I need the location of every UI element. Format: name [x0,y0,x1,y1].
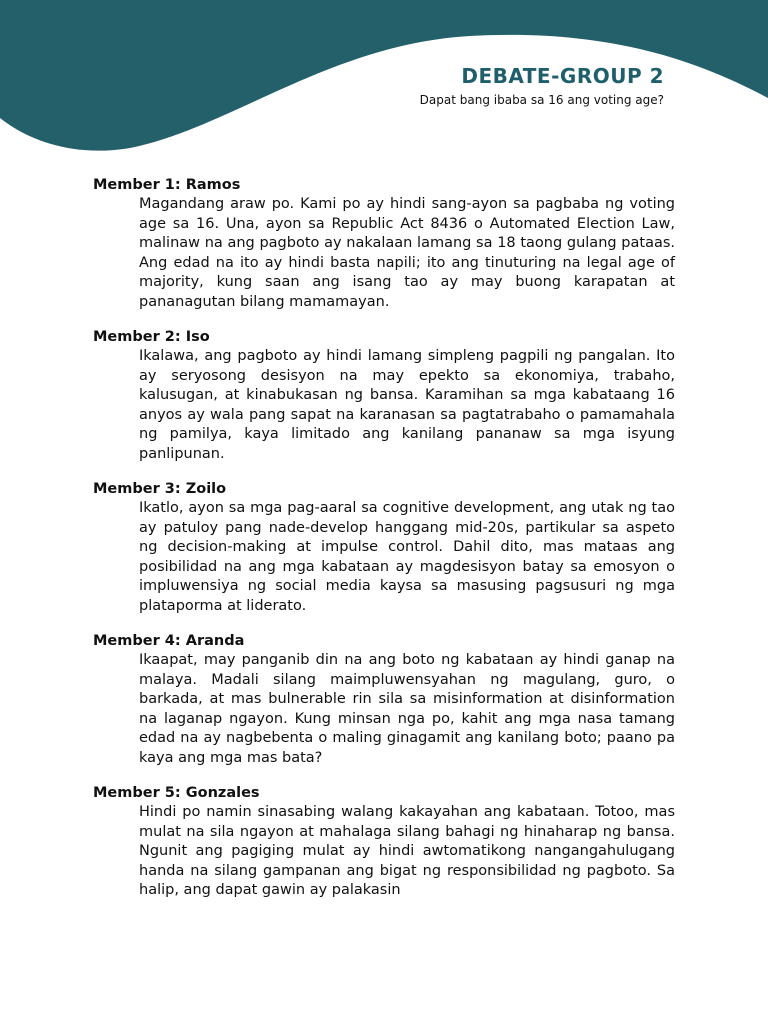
member-statement: Ikalawa, ang pagboto ay hindi lamang simpleng pagpili ng pangalan. Ito ay seryosong desisyon na may epekto sa ekonomiya, trabaho, kalusugan, at kinabukasan ng bansa. Karamihan sa mga kabataang 16 anyos ay wala pang sapat na karanasan sa pagtatrabaho o pamamahala ng pamilya, kaya limitado ang kanilang pananaw sa mga isyung panlipunan. [139,348,675,462]
member-section-1 [93,176,675,312]
member-statement: Magandang araw po. Kami po ay hindi sang-ayon sa pagbaba ng voting age sa 16. Una, ayon sa Republic Act 8436 o Automated Election Law, malinaw na ang pagboto ay nakalaan lamang sa 18 taong gulang pataas. Ang edad na ito ay hindi basta napili; ito ang tinuturing na legal age of majority, kung saan ang isang tao ay may buong karapatan at pananagutan bilang mamamayan. [139,196,675,310]
document-title: DEBATE-GROUP 2 [461,64,664,88]
member-section-3 [93,480,675,616]
member-statement: Hindi po namin sinasabing walang kakayahan ang kabataan. Totoo, mas mulat na sila ngayon at mahalaga silang bahagi ng hinaharap ng bansa. Ngunit ang pagiging mulat ay hindi awtomatikong nangangahulugang handa na silang gampanan ang bigat ng responsibilidad ng pagboto. Sa halip, ang dapat gawin ay palakasin [139,804,675,898]
member-section-2 [93,328,675,464]
member-name: Member 5: Gonzales [93,785,260,801]
member-name: Member 2: Iso [93,329,210,345]
member-name: Member 3: Zoilo [93,481,227,497]
member-name: Member 1: Ramos [93,177,241,193]
member-statement: Ikatlo, ayon sa mga pag-aaral sa cognitive development, ang utak ng tao ay patuloy pang nade-develop hanggang mid-20s, partikular sa aspeto ng decision-making at impulse control. Dahil dito, mas mataas ang posibilidad na ang mga kabataan ay magdesisyon batay sa emosyon o impluwensiya ng social media kaysa sa masusing pagsusuri ng mga plataporma at liderato. [139,500,675,614]
member-statement: Ikaapat, may panganib din na ang boto ng kabataan ay hindi ganap na malaya. Madali silang maimpluwensyahan ng magulang, guro, o barkada, at mas bulnerable rin sila sa misinformation at disinformation na laganap ngayon. Kung minsan nga po, kahit ang mga nasa tamang edad na ay nagbebenta o maling ginagamit ang kanilang boto; paano pa kaya ang mga mas bata? [139,652,675,766]
debate-question: Dapat bang ibaba sa 16 ang voting age? [419,93,664,107]
member-name: Member 4: Aranda [93,633,245,649]
debate-body [93,176,675,917]
member-section-5 [93,784,675,901]
member-section-4 [93,632,675,768]
